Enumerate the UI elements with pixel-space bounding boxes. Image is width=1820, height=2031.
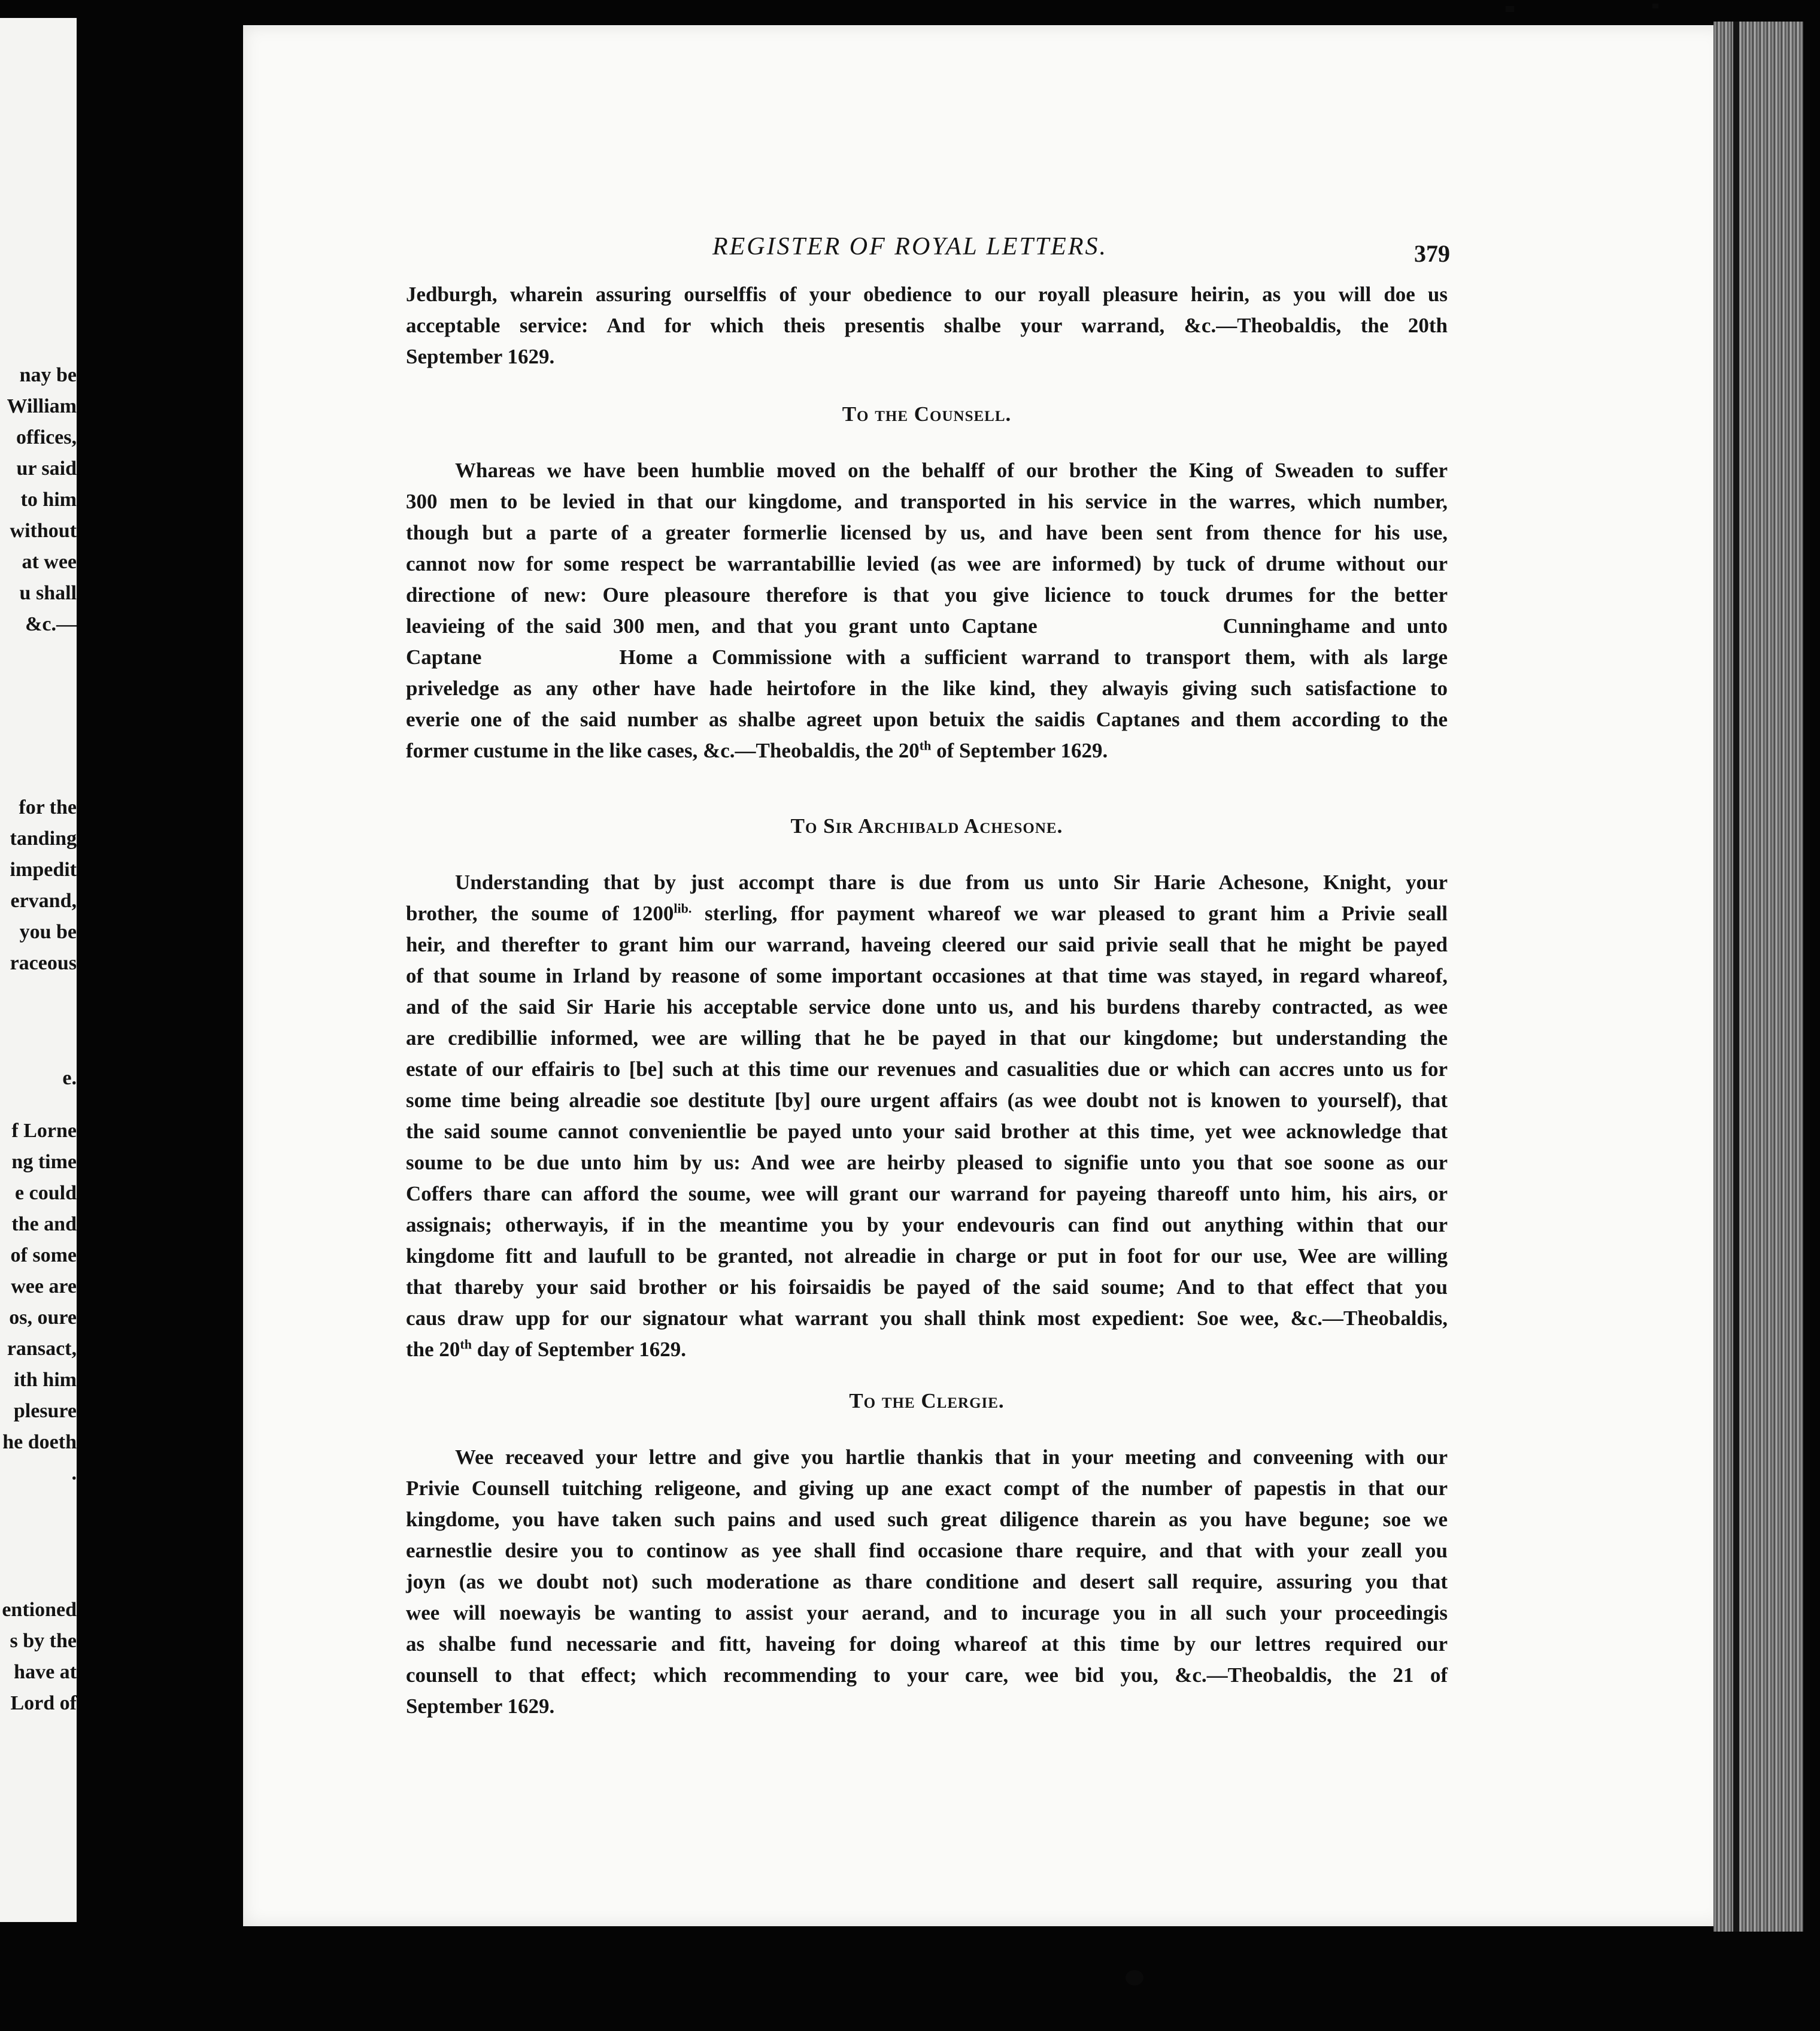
- facing-page-line: tanding: [10, 827, 77, 850]
- text-line: kingdome fitt and laufull to be granted, not alreadie in charge or put in foot for our use, Wee are willing: [406, 1244, 1448, 1268]
- text-fragment: Home a Commissione with a sufficient warrand to transport them, with als large: [619, 645, 1448, 669]
- facing-page-line: e.: [62, 1067, 77, 1089]
- text-line: the said soume cannot convenientlie be payed unto your said brother at this time, yet wee acknowledge that: [406, 1120, 1448, 1143]
- text-fragment: former custume in the like cases, &c.—Theobaldis, the 20: [406, 739, 920, 762]
- facing-page-line: ur said: [16, 457, 77, 480]
- text-line: [406, 613, 1448, 639]
- text-line: everie one of the said number as shalbe agreet upon betuix the saidis Captanes and them according to the: [406, 708, 1448, 731]
- text-line: soume to be due unto him by us: And wee are heirby pleased to signifie unto you that soe soone as our: [406, 1151, 1448, 1174]
- scan-speck: [1506, 6, 1514, 12]
- text-fragment: Cunninghame and unto: [1223, 614, 1448, 638]
- running-head: REGISTER OF ROYAL LETTERS.: [712, 233, 1108, 260]
- facing-page-line: impedit: [10, 859, 77, 881]
- text-fragment: sterling, ffor payment whareof we war pleased to grant him a Privie seall: [691, 902, 1448, 925]
- text-fragment: the 20: [406, 1338, 460, 1361]
- text-line: earnestlie desire you to continow as yee shall find occasione thare require, and that with your zeall you: [406, 1539, 1448, 1562]
- facing-page-line: without: [10, 520, 77, 542]
- text-line: September 1629.: [406, 1694, 555, 1718]
- facing-page-line: ransact,: [7, 1338, 77, 1360]
- text-fragment: of September 1629.: [931, 739, 1108, 762]
- text-line: wee will noewayis be wanting to assist your aerand, and to incurage you in all such your proceedingis: [406, 1601, 1448, 1624]
- facing-page-line: entioned: [2, 1599, 77, 1621]
- facing-page: [0, 18, 77, 1922]
- superscript: lib.: [674, 901, 692, 916]
- text-fragment: day of September 1629.: [471, 1338, 687, 1361]
- facing-page-line: nay be: [19, 364, 77, 386]
- facing-page-line: of some: [10, 1244, 77, 1266]
- text-line: heir, and therefter to grant him our warrand, haveing cleered our said privie seall that he might be payed: [406, 933, 1448, 956]
- text-line: [406, 644, 1448, 671]
- facing-page-line: os, oure: [9, 1306, 77, 1329]
- text-line: estate of our effairis to [be] such at this time our revenues and casualities due or which can accres unto us for: [406, 1057, 1448, 1081]
- facing-page-line: the and: [11, 1213, 77, 1235]
- text-line: Coffers thare can afford the soume, wee will grant our warrand for payeing thareoff unto him, his airs, or: [406, 1182, 1448, 1205]
- text-line: some time being alreadie soe destitute [by] oure urgent affairs (as wee doubt not is knowen to yourself), that: [406, 1089, 1448, 1112]
- text-line: 300 men to be levied in that our kingdome, and transported in his service in the warres, which number,: [406, 490, 1448, 513]
- superscript: th: [919, 738, 932, 753]
- text-fragment: leavieing of the said 300 men, and that you grant unto Captane: [406, 614, 1038, 638]
- facing-page-line: at wee: [22, 551, 77, 573]
- text-line: acceptable service: And for which theis presentis shalbe your warrand, &c.—Theobaldis, the 20th: [406, 314, 1448, 337]
- text-line: counsell to that effect; which recommending to your care, wee bid you, &c.—Theobaldis, the 21 of: [406, 1663, 1448, 1687]
- section-heading: To the Clergie.: [849, 1389, 1005, 1412]
- text-line: as shalbe fund necessarie and fitt, haveing for doing whareof at this time by our lettres required our: [406, 1632, 1448, 1656]
- text-line: [406, 1336, 1448, 1363]
- text-fragment: brother, the soume of 1200: [406, 902, 674, 925]
- facing-page-line: wee are: [11, 1275, 77, 1298]
- text-line: kingdome, you have taken such pains and used such great diligence tharein as you have begune; soe we: [406, 1508, 1448, 1531]
- text-line: Jedburgh, wharein assuring ourselffis of your obedience to our royall pleasure heirin, as you will doe us: [406, 283, 1448, 306]
- facing-page-line: u shall: [19, 582, 77, 604]
- facing-page-line: ng time: [11, 1151, 77, 1173]
- text-line: and of the said Sir Harie his acceptable service done unto us, and his burdens thareby contracted, as wee: [406, 995, 1448, 1018]
- page-number: 379: [1414, 240, 1450, 267]
- text-line: caus draw upp for our signatour what warrant you shall think most expedient: Soe wee, &c.—Theobaldis,: [406, 1306, 1448, 1330]
- text-line: assignais; otherwayis, if in the meantime you by your endevouris can find out anything within that our: [406, 1213, 1448, 1236]
- text-line: Whareas we have been humblie moved on the behalff of our brother the King of Sweaden to suffer: [455, 459, 1448, 482]
- text-line: [406, 901, 1448, 927]
- facing-page-line: Lord of: [10, 1692, 77, 1714]
- text-line: Privie Counsell tuitching religeone, and giving up ane exact compt of the number of papestis in that our: [406, 1477, 1448, 1500]
- facing-page-line: f Lorne: [11, 1120, 77, 1142]
- text-line: that thareby your said brother or his foirsaidis be payed of the said soume; And to that effect that you: [406, 1275, 1448, 1299]
- text-line: though but a parte of a greater formerlie licensed by us, and have been sent from thence for his use,: [406, 521, 1448, 544]
- superscript: th: [460, 1336, 472, 1352]
- text-line: priveledge as any other have hade heirtofore in the like kind, they alwayis giving such satisfactione to: [406, 677, 1448, 700]
- facing-page-line: raceous: [10, 952, 77, 974]
- facing-page-line: &c.—: [25, 613, 77, 635]
- facing-page-line: William: [7, 395, 77, 417]
- facing-page-line: ervand,: [10, 890, 77, 912]
- scan-speck: [1126, 1970, 1143, 1985]
- page-edges: [1713, 22, 1803, 1932]
- facing-page-line: ith him: [14, 1369, 77, 1391]
- facing-page-line: to him: [20, 489, 77, 511]
- facing-page-line: plesure: [13, 1400, 77, 1422]
- text-line: joyn (as we doubt not) such moderatione as thare conditione and desert sall require, assuring you that: [406, 1570, 1448, 1593]
- facing-page-line: e could: [15, 1182, 77, 1204]
- facing-page-line: for the: [19, 796, 77, 819]
- facing-page-line: he doeth: [2, 1431, 77, 1453]
- text-line: are credibillie informed, wee are willing that he be payed in that our kingdome; but understanding the: [406, 1026, 1448, 1050]
- facing-page-line: you be: [19, 921, 77, 943]
- text-line: cannot now for some respect be warrantabillie levied (as wee are informed) by tuck of drume without our: [406, 552, 1448, 575]
- page-edge-shadow: [1733, 22, 1739, 1932]
- facing-page-line: have at: [14, 1661, 77, 1683]
- text-line: Wee receaved your lettre and give you hartlie thankis that in your meeting and conveening with our: [455, 1445, 1448, 1469]
- text-line: September 1629.: [406, 345, 555, 368]
- section-heading: To the Counsell.: [842, 402, 1012, 426]
- text-line: directione of new: Oure pleasoure therefore is that you give licience to touck drumes for the better: [406, 583, 1448, 607]
- facing-page-line: s by the: [10, 1630, 77, 1652]
- section-heading: To Sir Archibald Achesone.: [790, 814, 1063, 838]
- text-line: of that soume in Irland by reasone of some important occasiones at that time was stayed, in regard whareof,: [406, 964, 1448, 987]
- scan-speck: [1652, 4, 1658, 8]
- facing-page-line: offices,: [16, 426, 77, 448]
- text-fragment: Captane: [406, 645, 482, 669]
- facing-page-line: .: [71, 1462, 77, 1484]
- text-line: [406, 738, 1448, 764]
- text-line: Understanding that by just accompt thare is due from us unto Sir Harie Achesone, Knight, your: [455, 871, 1448, 894]
